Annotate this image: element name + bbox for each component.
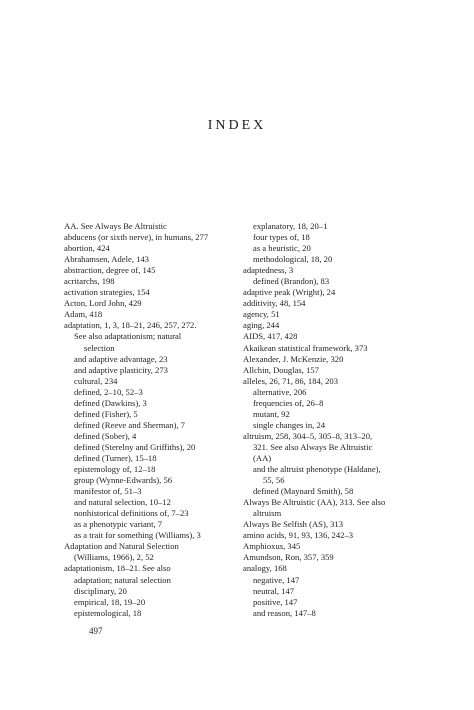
index-entry: epistemology of, 12–18 [74,464,156,475]
index-entry: altruism, 258, 304–5, 305–8, 313–20, [243,430,373,441]
index-entry: abducens (or sixth nerve), in humans, 277 [64,232,209,243]
index-entry: negative, 147 [253,574,300,585]
index-entry: (AA) [253,452,272,463]
index-entry: and adaptive plasticity, 273 [74,364,168,375]
index-entry: defined (Reeve and Sherman), 7 [74,419,185,430]
index-entry: alternative, 206 [253,386,307,397]
index-entry: activation strategies, 154 [64,287,150,298]
index-entry: group (Wynne-Edwards), 56 [74,475,173,486]
index-column-right [243,221,429,619]
index-entry: defined (Sterelny and Griffiths), 20 [74,441,196,452]
index-entry: and adaptive advantage, 23 [74,353,168,364]
index-entry: methodological, 18, 20 [253,254,333,265]
index-entry: AIDS, 417, 428 [243,331,298,342]
index-entry: nonhistorical definitions of, 7–23 [74,508,189,519]
index-entry: Always Be Altruistic (AA), 313. See also [243,497,386,508]
index-entry: four types of, 18 [253,232,310,243]
index-entry: explanatory, 18, 20–1 [253,221,328,231]
index-entry: adaptedness, 3 [243,265,294,276]
index-entry: defined (Maynard Smith), 58 [253,486,354,497]
index-entry: abstraction, degree of, 145 [64,265,156,276]
index-entry: defined (Dawkins), 3 [74,397,147,408]
index-entry: Amphioxus, 345 [243,541,301,552]
index-entry: defined (Fisher), 5 [74,408,138,419]
index-entry: frequencies of, 26–8 [253,397,324,408]
index-entry: AA. See Always Be Altruistic [64,221,167,231]
index-entry: alleles, 26, 71, 86, 184, 203 [243,375,338,386]
index-entry: acritarchs, 198 [64,276,115,287]
index-entry: adaptation, 1, 3, 18–21, 246, 257, 272. [64,320,197,331]
index-entry: aging, 244 [243,320,280,331]
index-entry: mutant, 92 [253,408,290,419]
index-entry: as a heuristic, 20 [253,243,311,254]
index-entry: additivity, 48, 154 [243,298,306,309]
index-entry: empirical, 18, 19–20 [74,596,146,607]
index-column-left [64,221,250,619]
index-entry: defined (Brandon), 83 [253,276,330,287]
index-entry: positive, 147 [253,596,298,607]
index-entry: 55, 56 [263,475,285,486]
page-title: INDEX [207,118,267,133]
index-entry: and the altruist phenotype (Haldane), [253,464,381,475]
index-entry: Acton, Lord John, 429 [64,298,142,309]
index-entry: Adam, 418 [64,309,103,320]
index-entry: manifestor of, 51–3 [74,486,142,497]
index-entry: 321. See also Always Be Altruistic [253,441,373,452]
index-entry: as a trait for something (Williams), 3 [74,530,201,541]
index-entry: selection [84,342,115,353]
index-entry: Akaikean statistical framework, 373 [243,342,368,353]
index-entry: analogy, 168 [243,563,287,574]
index-entry: Allchin, Douglas, 157 [243,364,319,375]
index-entry: defined, 2–10, 52–3 [74,386,143,397]
index-entry: defined (Sober), 4 [74,430,137,441]
index-entry: adaptive peak (Wright), 24 [243,287,336,298]
index-entry: Abrahamsen, Adele, 143 [64,254,149,265]
index-entry: neutral, 147 [253,585,295,596]
index-entry: Always Be Selfish (AS), 313 [243,519,344,530]
index-entry: amino acids, 91, 93, 136, 242–3 [243,530,354,541]
index-entry: (Williams, 1966), 2, 52 [74,552,154,563]
index-entry: See also adaptationism; natural [74,331,182,342]
index-entry: as a phenotypic variant, 7 [74,519,163,530]
index-entry: adaptation; natural selection [74,574,171,585]
index-entry: defined (Turner), 15–18 [74,452,157,463]
index-entry: single changes in, 24 [253,419,326,430]
page-number: 497 [89,626,103,636]
index-entry: cultural, 234 [74,375,118,386]
index-entry: disciplinary, 20 [74,585,127,596]
index-entry: altruism [253,508,282,519]
index-entry: abortion, 424 [64,243,110,254]
index-entry: Amundson, Ron, 357, 359 [243,552,334,563]
index-entry: epistemological, 18 [74,607,142,618]
index-entry: Alexander, J. McKenzie, 320 [243,353,344,364]
index-entry: and reason, 147–8 [253,607,316,618]
index-entry: and natural selection, 10–12 [74,497,171,508]
index-entry: agency, 51 [243,309,280,320]
index-entry: adaptationism, 18–21. See also [64,563,171,574]
index-entry: Adaptation and Natural Selection [64,541,179,552]
